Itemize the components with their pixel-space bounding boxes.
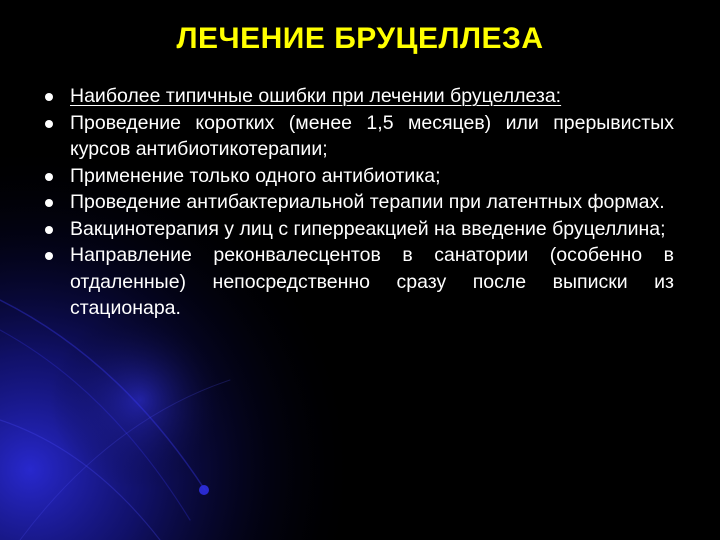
glow-dot xyxy=(199,485,209,495)
list-item-text: Применение только одного антибиотика; xyxy=(70,164,441,187)
list-item-text: Наиболее типичные ошибки при лечении бруцеллеза: xyxy=(70,85,562,107)
bullet-icon xyxy=(45,173,53,181)
list-item xyxy=(44,83,674,110)
list-item xyxy=(44,110,674,163)
bullet-list xyxy=(44,83,674,322)
list-item xyxy=(44,216,674,243)
bullet-icon xyxy=(45,120,53,128)
bullet-icon xyxy=(45,93,53,101)
bullet-icon xyxy=(45,199,53,207)
list-item xyxy=(44,163,674,190)
list-item xyxy=(44,242,674,322)
bullet-icon xyxy=(45,226,53,234)
slide-title: ЛЕЧЕНИЕ БРУЦЕЛЛЕЗА xyxy=(176,22,544,55)
list-item-text: Вакцинотерапия у лиц с гиперреакцией на введение бруцеллина; xyxy=(70,217,666,240)
list-item-text: Проведение коротких (менее 1,5 месяцев) или прерывистых курсов антибиотикотерапии; xyxy=(70,111,674,160)
list-item-text: Проведение антибактериальной терапии при латентных формах. xyxy=(70,191,665,213)
list-item-text: Направление реконвалесцентов в санатории (особенно в отдаленные) непосредственно сразу после выписки из стационара. xyxy=(70,244,674,319)
list-item xyxy=(44,189,674,216)
bullet-icon xyxy=(45,252,53,260)
